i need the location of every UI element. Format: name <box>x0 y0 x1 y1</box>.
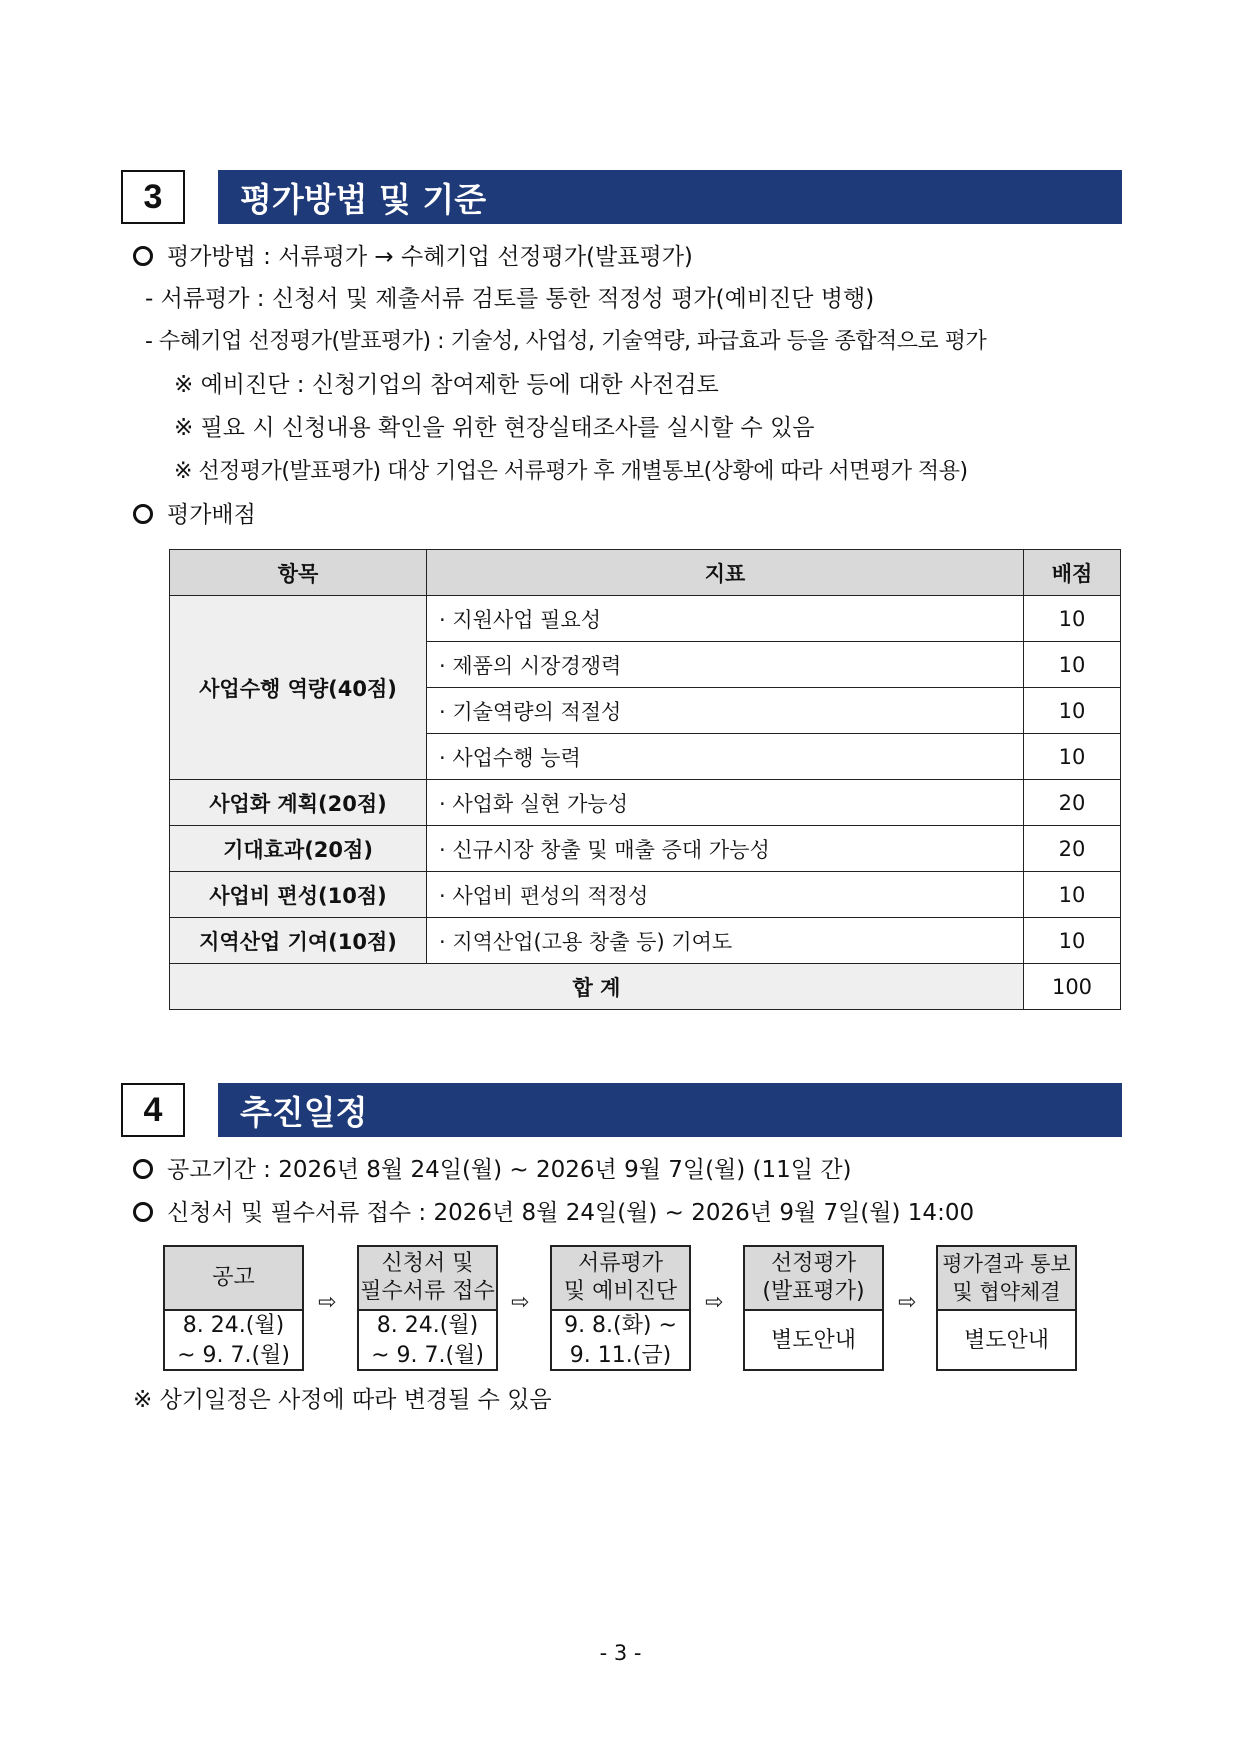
points-cell: 10 <box>1024 642 1121 688</box>
flow-title-line: 평가결과 통보 <box>942 1252 1071 1276</box>
header-points: 배점 <box>1024 550 1121 596</box>
flow-title-line: 신청서 및 <box>381 1251 474 1276</box>
index-cell: · 신규시장 창출 및 매출 증대 가능성 <box>427 826 1024 872</box>
circle-bullet-icon <box>133 1202 153 1222</box>
application-period-line <box>133 1198 974 1228</box>
circle-bullet-icon <box>133 504 153 524</box>
flow-date-end: ~ 9. 7.(월) <box>177 1343 290 1368</box>
index-cell: · 제품의 시장경쟁력 <box>427 642 1024 688</box>
flow-step-selection-eval <box>743 1245 884 1371</box>
score-table <box>169 549 1121 1010</box>
page-number: - 3 - <box>599 1641 642 1665</box>
flow-date-end: ~ 9. 7.(월) <box>371 1343 484 1368</box>
right-arrow-icon: ⇨ <box>318 1290 337 1315</box>
points-cell: 10 <box>1024 596 1121 642</box>
index-cell: · 기술역량의 적절성 <box>427 688 1024 734</box>
index-cell: · 사업화 실현 가능성 <box>427 780 1024 826</box>
index-cell: · 지원사업 필요성 <box>427 596 1024 642</box>
selection-eval-line: - 수혜기업 선정평가(발표평가) : 기술성, 사업성, 기술역량, 파급효과 등을 종합적으로 평가 <box>145 329 987 354</box>
note-selection-target: ※ 선정평가(발표평가) 대상 기업은 서류평가 후 개별통보(상황에 따라 서면평가 적용) <box>174 459 968 484</box>
index-cell: · 사업비 편성의 적정성 <box>427 872 1024 918</box>
flow-date-start: 8. 24.(월) <box>376 1313 479 1338</box>
header-index: 지표 <box>427 550 1024 596</box>
flow-title-line: 및 협약체결 <box>952 1280 1061 1304</box>
index-cell: · 지역산업(고용 창출 등) 기여도 <box>427 918 1024 964</box>
right-arrow-icon: ⇨ <box>511 1290 530 1315</box>
total-points: 100 <box>1024 964 1121 1010</box>
table-row <box>170 872 1121 918</box>
category-cell: 사업비 편성(10점) <box>170 872 427 918</box>
flow-date-end: 9. 11.(금) <box>569 1343 672 1368</box>
category-cell: 사업수행 역량(40점) <box>170 596 427 780</box>
flow-step-date <box>359 1311 496 1371</box>
flow-title-line: (발표평가) <box>762 1279 865 1304</box>
schedule-change-note: ※ 상기일정은 사정에 따라 변경될 수 있음 <box>133 1387 552 1413</box>
total-label: 합 계 <box>170 964 1024 1010</box>
points-cell: 10 <box>1024 872 1121 918</box>
flow-step-date <box>552 1311 689 1371</box>
flow-step-title: 공고 <box>165 1247 302 1311</box>
document-eval-line: - 서류평가 : 신청서 및 제출서류 검토를 통한 적정성 평가(예비진단 병행) <box>145 286 875 312</box>
table-row <box>170 780 1121 826</box>
note-site-survey: ※ 필요 시 신청내용 확인을 위한 현장실태조사를 실시할 수 있음 <box>174 415 815 441</box>
flow-step-document-eval <box>550 1245 691 1371</box>
announcement-period-line <box>133 1155 852 1185</box>
flow-step-title <box>938 1247 1075 1311</box>
table-row <box>170 596 1121 642</box>
section-number: 3 <box>121 170 185 224</box>
table-header-row <box>170 550 1121 596</box>
note-pre-diagnosis: ※ 예비진단 : 신청기업의 참여제한 등에 대한 사전검토 <box>174 372 719 398</box>
flow-title-line: 및 예비진단 <box>563 1279 678 1304</box>
section-number: 4 <box>121 1083 185 1137</box>
points-cell: 10 <box>1024 688 1121 734</box>
flow-date-start: 9. 8.(화) ~ <box>564 1313 677 1338</box>
flow-step-title <box>359 1247 496 1311</box>
score-allocation-line <box>133 500 256 530</box>
flow-title-line: 선정평가 <box>770 1251 856 1276</box>
announcement-period-text: 공고기간 : 2026년 8월 24일(월) ~ 2026년 9월 7일(월) (11일 간) <box>167 1157 852 1183</box>
method-text: 평가방법 : 서류평가 → 수혜기업 선정평가(발표평가) <box>167 244 693 270</box>
flow-title-line: 필수서류 접수 <box>360 1279 495 1304</box>
points-cell: 10 <box>1024 918 1121 964</box>
flow-step-title <box>552 1247 689 1311</box>
flow-title-line: 서류평가 <box>577 1251 663 1276</box>
right-arrow-icon: ⇨ <box>705 1290 724 1315</box>
circle-bullet-icon <box>133 246 153 266</box>
flow-step-date: 별도안내 <box>770 1328 856 1353</box>
flow-step-result-notice <box>936 1245 1077 1371</box>
section-4-header <box>121 1083 1122 1137</box>
right-arrow-icon: ⇨ <box>898 1290 917 1315</box>
flow-date-start: 8. 24.(월) <box>182 1313 285 1338</box>
table-row <box>170 918 1121 964</box>
category-cell: 기대효과(20점) <box>170 826 427 872</box>
points-cell: 20 <box>1024 780 1121 826</box>
points-cell: 10 <box>1024 734 1121 780</box>
index-cell: · 사업수행 능력 <box>427 734 1024 780</box>
method-line <box>133 242 693 272</box>
flow-step-announcement <box>163 1245 304 1371</box>
flow-step-date: 별도안내 <box>963 1328 1049 1353</box>
header-item: 항목 <box>170 550 427 596</box>
flow-step-title <box>745 1247 882 1311</box>
flow-step-application <box>357 1245 498 1371</box>
category-cell: 지역산업 기여(10점) <box>170 918 427 964</box>
section-title: 추진일정 <box>218 1083 1122 1137</box>
table-total-row <box>170 964 1121 1010</box>
section-title: 평가방법 및 기준 <box>218 170 1122 224</box>
flow-step-date <box>165 1311 302 1371</box>
points-cell: 20 <box>1024 826 1121 872</box>
table-row <box>170 826 1121 872</box>
section-3-header <box>121 170 1122 224</box>
circle-bullet-icon <box>133 1159 153 1179</box>
category-cell: 사업화 계획(20점) <box>170 780 427 826</box>
application-period-text: 신청서 및 필수서류 접수 : 2026년 8월 24일(월) ~ 2026년 9월 7일(월) 14:00 <box>167 1200 975 1226</box>
score-allocation-text: 평가배점 <box>167 502 256 528</box>
